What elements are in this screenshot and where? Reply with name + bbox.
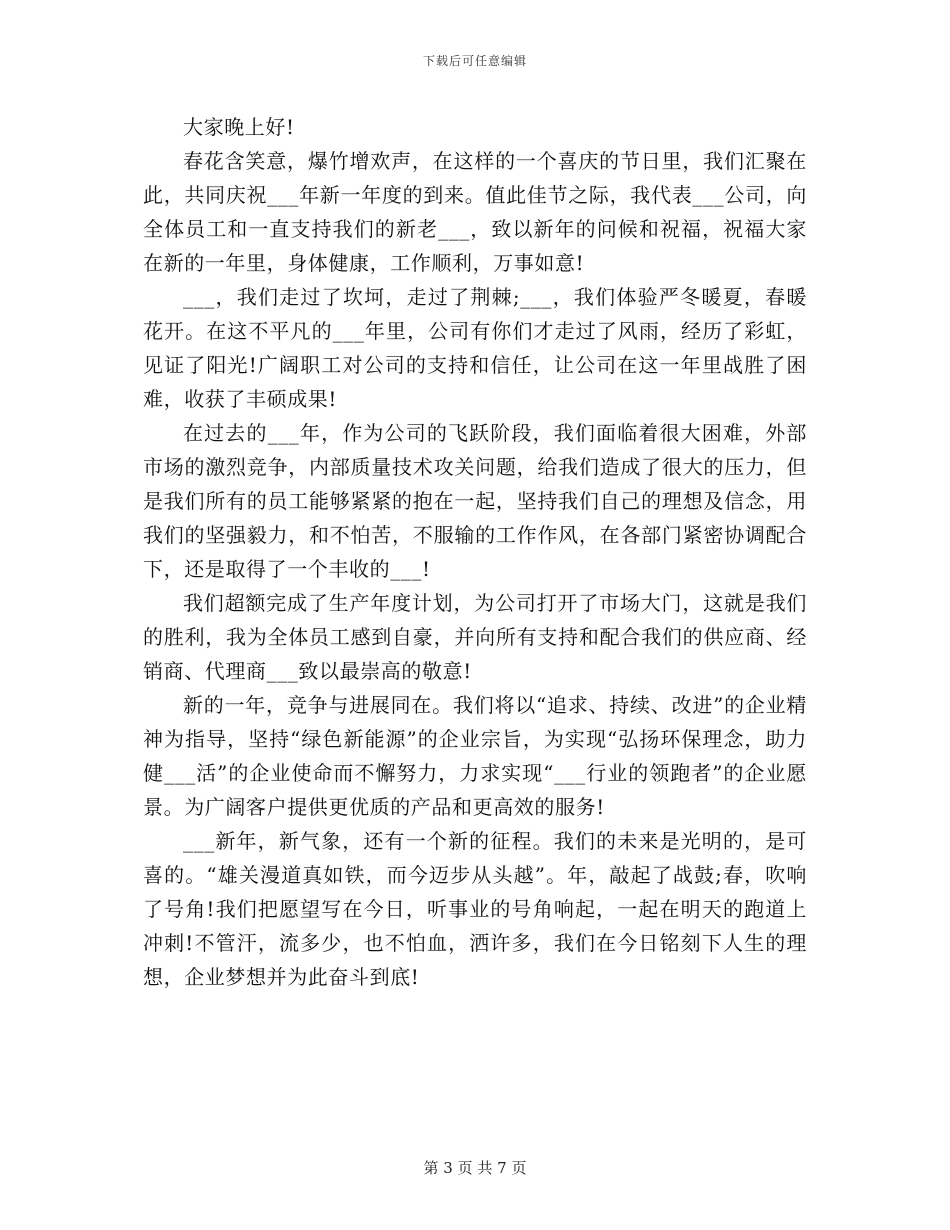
paragraph: ___新年，新气象，还有一个新的征程。我们的未来是光明的，是可喜的。“雄关漫道真如铁，而今迈步从头越”。年，敲起了战鼓;春，吹响了号角!我们把愿望写在今日，听事业的号角响起，一起在明天的跑道上冲刺!不管汗，流多少，也不怕血，洒许多，我们在今日铭刻下人生的理想，企业梦想并为此奋斗到底! xyxy=(143,829,807,989)
paragraph: ___，我们走过了坎坷，走过了荆棘;___，我们体验严冬暖夏，春暖花开。在这不平凡的___年里，公司有你们才走过了风雨，经历了彩虹，见证了阳光!广阔职工对公司的支持和信任，让公司在这一年里战胜了困难，收获了丰硕成果! xyxy=(143,285,807,411)
document-body xyxy=(143,110,807,994)
paragraph-greeting: 大家晚上好! xyxy=(183,115,295,139)
page-header-note: 下载后可任意编辑 xyxy=(422,54,527,68)
paragraph: 在过去的___年，作为公司的飞跃阶段，我们面临着很大困难，外部市场的激烈竞争，内部质量技术攻关问题，给我们造成了很大的压力，但是我们所有的员工能够紧紧的抱在一起，坚持我们自己的理想及信念，用我们的坚强毅力，和不怕苦，不服输的工作作风，在各部门紧密协调配合下，还是取得了一个丰收的___! xyxy=(143,421,807,581)
page-number: 第 3 页 共 7 页 xyxy=(423,1159,527,1177)
paragraph: 我们超额完成了生产年度计划，为公司打开了市场大门，这就是我们的胜利，我为全体员工感到自豪，并向所有支持和配合我们的供应商、经销商、代理商___致以最崇高的敬意! xyxy=(143,591,807,683)
paragraph: 春花含笑意，爆竹增欢声，在这样的一个喜庆的节日里，我们汇聚在此，共同庆祝___年新一年度的到来。值此佳节之际，我代表___公司，向全体员工和一直支持我们的新老___，致以新年的问候和祝福，祝福大家在新的一年里，身体健康，工作顺利，万事如意! xyxy=(143,149,807,275)
paragraph: 新的一年，竞争与进展同在。我们将以“追求、持续、改进”的企业精神为指导，坚持“绿色新能源”的企业宗旨，为实现“弘扬环保理念，助力健___活”的企业使命而不懈努力，力求实现“___行业的领跑者”的企业愿景。为广阔客户提供更优质的产品和更高效的服务! xyxy=(143,693,807,819)
